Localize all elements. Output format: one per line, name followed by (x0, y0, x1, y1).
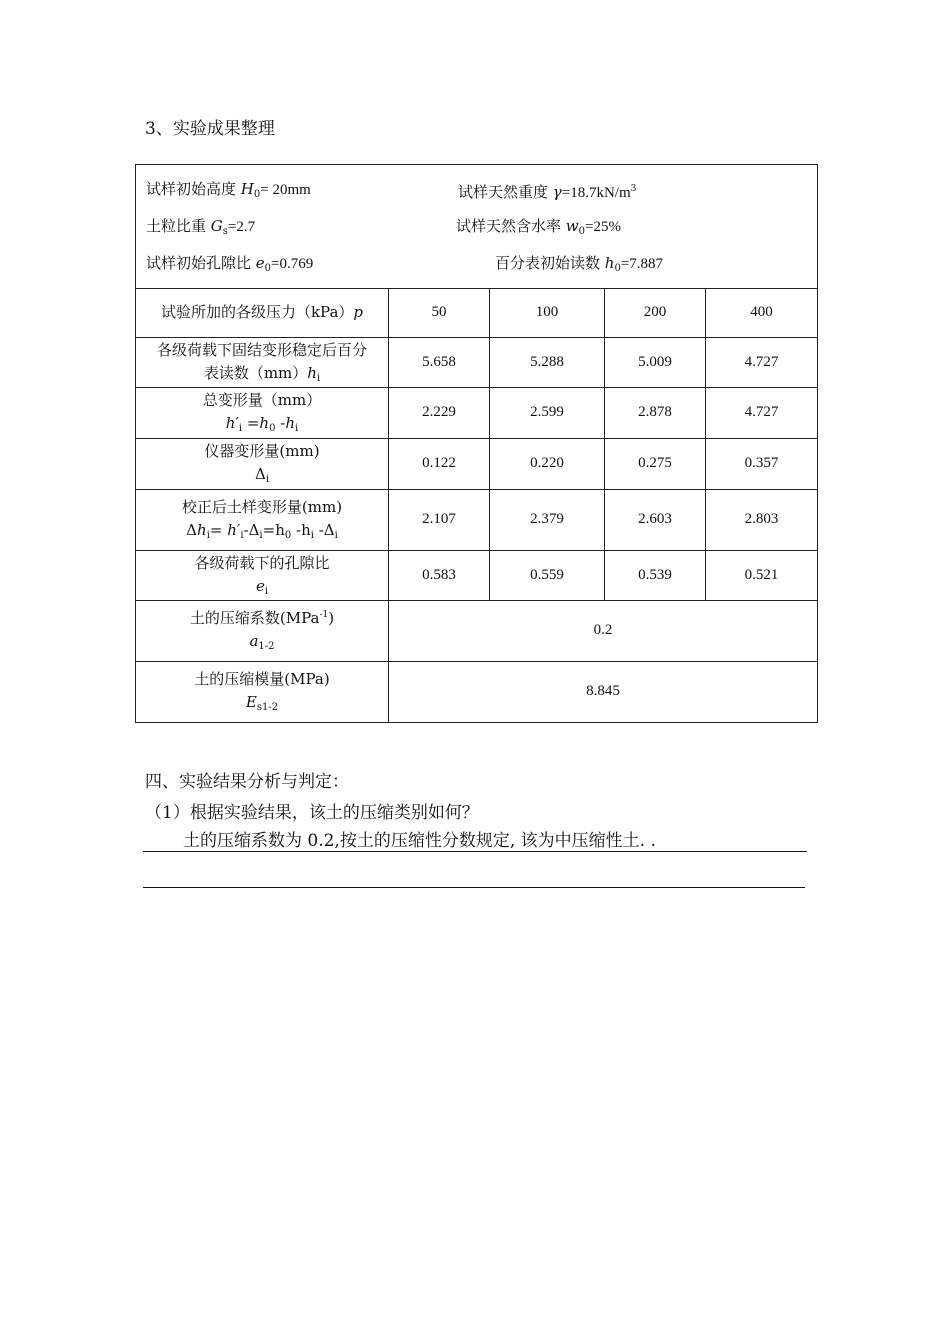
pressure-label: 试验所加的各级压力（kPa）p (136, 289, 389, 338)
dial-reading-value: 4.727 (706, 338, 818, 388)
water-content: 试样天然含水率 $w_0=25\%$ (456, 217, 621, 237)
initial-dial-reading: 百分表初始读数 $h_0=7.887$ (495, 254, 664, 274)
compression-coefficient-label: 土的压缩系数(MPa$^{-1}$) $a_{1-2}$ (136, 601, 389, 662)
results-table (135, 164, 818, 723)
pressure-value: 200 (605, 289, 706, 338)
corrected-deformation-value: 2.803 (706, 490, 818, 551)
dial-reading-value: 5.288 (490, 338, 605, 388)
dial-reading-label: 各级荷载下固结变形稳定后百分 表读数$(mm)h_i$ (136, 338, 389, 388)
void-ratio-value: 0.539 (605, 551, 706, 601)
compression-coefficient-value: 0.2 (389, 601, 818, 662)
pressure-value: 100 (490, 289, 605, 338)
void-ratio-value: 0.559 (490, 551, 605, 601)
void-ratio-row (136, 551, 818, 601)
initial-void-ratio: 试样初始孔隙比 $e_0=0.769$ (146, 254, 314, 274)
void-ratio-value: 0.583 (389, 551, 490, 601)
dial-reading-value: 5.658 (389, 338, 490, 388)
info-line-3 (146, 245, 807, 282)
analysis-question: （1）根据实验结果，该土的压缩类别如何？ (145, 803, 479, 823)
instrument-deformation-label: 仪器变形量(mm) $\Delta_i$ (136, 439, 389, 490)
unit-weight: 试样天然重度 $\gamma=18.7kN/m^3$ (458, 183, 637, 201)
total-deformation-value: 2.878 (605, 388, 706, 439)
total-deformation-value: 4.727 (706, 388, 818, 439)
pressure-value: 400 (706, 289, 818, 338)
instrument-deformation-value: 0.275 (605, 439, 706, 490)
dial-reading-value: 5.009 (605, 338, 706, 388)
blank-answer-line (143, 887, 805, 888)
total-deformation-label: 总变形量（mm） $h'_i =h_0$ $-h_i$ (136, 388, 389, 439)
total-deformation-value: 2.229 (389, 388, 490, 439)
compression-modulus-value: 8.845 (389, 662, 818, 723)
pressure-row (136, 289, 818, 338)
info-cell (136, 165, 818, 289)
answer-text: 土的压缩系数为 0.2,按土的压缩性分数规定, 该为中压缩性土. . (183, 831, 656, 851)
specific-gravity: 土粒比重 $G_s=2.7$ (146, 217, 256, 237)
instrument-deformation-value: 0.122 (389, 439, 490, 490)
instrument-deformation-row (136, 439, 818, 490)
corrected-deformation-value: 2.107 (389, 490, 490, 551)
analysis-title: 四、实验结果分析与判定： (145, 772, 349, 792)
corrected-deformation-value: 2.379 (490, 490, 605, 551)
compression-modulus-label: 土的压缩模量(MPa) $E_{s1-2}$ (136, 662, 389, 723)
corrected-deformation-label: 校正后土样变形量(mm) $\Delta h_i= h'_i-\Delta_i=h_0$ $-h_i$ $-\Delta_i$ (136, 490, 389, 551)
info-line-1 (146, 171, 807, 208)
compression-coefficient-row (136, 601, 818, 662)
dial-reading-row (136, 338, 818, 388)
section-title: 3、实验成果整理 (145, 119, 275, 139)
corrected-deformation-row (136, 490, 818, 551)
initial-height: 试样初始高度 $H_0= 20mm$ (146, 180, 311, 200)
total-deformation-value: 2.599 (490, 388, 605, 439)
total-deformation-row (136, 388, 818, 439)
corrected-deformation-value: 2.603 (605, 490, 706, 551)
instrument-deformation-value: 0.357 (706, 439, 818, 490)
info-line-2 (146, 208, 807, 245)
void-ratio-value: 0.521 (706, 551, 818, 601)
instrument-deformation-value: 0.220 (490, 439, 605, 490)
void-ratio-label: 各级荷载下的孔隙比 $e_i$ (136, 551, 389, 601)
compression-modulus-row (136, 662, 818, 723)
answer-line (143, 830, 807, 852)
info-row (136, 165, 818, 289)
pressure-value: 50 (389, 289, 490, 338)
